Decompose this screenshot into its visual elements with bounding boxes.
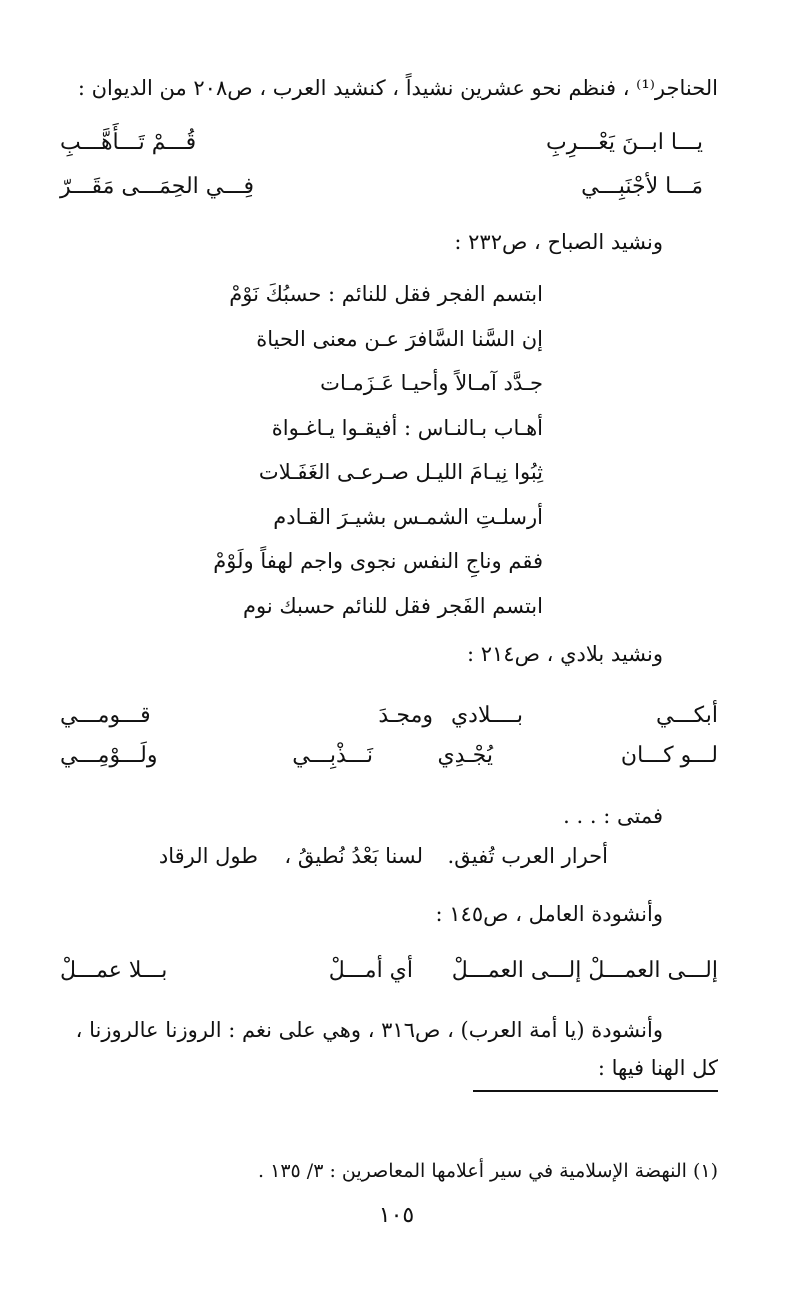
biladi-label: ونشيد بلادي ، ص٢١٤ :	[466, 642, 663, 666]
amil-label: وأنشودة العامل ، ص١٤٥ :	[435, 902, 663, 926]
amil-c: بـــلا عمـــلْ	[60, 958, 168, 983]
sabah-poem	[213, 272, 543, 628]
biladi-r1d: قـــومـــي	[60, 703, 151, 728]
biladi-r2c: نَـــذْبِـــي	[292, 743, 373, 768]
fa-mata: فمتى : . . .	[563, 804, 663, 828]
biladi-r1b: بــــلادي	[450, 703, 523, 728]
poem-line: فقم وناجِ النفس نجوى واجم لهفاً ولَوْمْ	[213, 549, 543, 573]
anthem-arab-row2-left: فِـــي الحِمَـــى مَقَـــرّ	[60, 174, 254, 199]
biladi-r2b: يُجْـدِي	[437, 743, 493, 768]
ahrar-b: لسنا بَعْدُ نُطيقُ ،	[284, 844, 423, 868]
sabah-label: ونشيد الصباح ، ص٢٣٢ :	[454, 230, 663, 254]
intro-line: الحناجر⁽¹⁾ ، فنظم نحو عشرين نشيداً ، كنشيد العرب ، ص٢٠٨ من الديوان :	[77, 76, 718, 100]
ahrar-c: طول الرقاد	[158, 844, 258, 868]
biladi-r2a: لـــو كـــان	[620, 743, 718, 768]
poem-line: إن السَّنا السَّافرَ عـن معنى الحياة	[256, 326, 543, 351]
footnote-divider	[473, 1090, 718, 1092]
amil-a: إلـــى العمـــلْ إلـــى العمـــلْ	[451, 958, 718, 983]
anthem-arab-row2-right: مَـــا لأجْنَبِـــي	[581, 174, 703, 199]
page-number: ١٠٥	[378, 1203, 415, 1228]
anthem-arab-row1-left: قُـــمْ تَـــأَهَّـــبِ	[60, 130, 197, 155]
anthem-arab-row1-right: يـــا ابــنَ يَعْـــرِبِ	[546, 130, 703, 155]
umma-line-1: وأنشودة (يا أمة العرب) ، ص٣١٦ ، وهي على نغم : الروزنا عالروزنا ،	[75, 1018, 663, 1042]
poem-line: ثِبُوا نِيـامَ الليـل صـرعـى الغَفَـلات	[258, 460, 543, 484]
biladi-r1a: أبكـــي	[655, 703, 718, 728]
poem-line: جـدَّد آمـالاً وأحيـا عَـزَمـات	[320, 371, 543, 395]
biladi-r1c: ومجـدَ	[378, 703, 433, 728]
amil-b: أي أمـــلْ	[328, 958, 413, 983]
poem-line: أهـاب بـالنـاس : أفيقـوا يـاغـواة	[271, 415, 543, 440]
biladi-r2d: ولَـــوْمِـــي	[60, 743, 158, 768]
poem-line: ابتسم الفَجر فقل للنائم حسبك نوم	[242, 593, 543, 618]
poem-line: أرسلـتِ الشمـس بشيـرَ القـادم	[273, 504, 543, 529]
footnote: (١) النهضة الإسلامية في سير أعلامها المعاصرين : ٣/ ١٣٥ .	[258, 1160, 718, 1182]
umma-line-2: كل الهنا فيها :	[597, 1056, 718, 1080]
ahrar-a: أحرار العرب تُفيق.	[447, 844, 608, 868]
poem-line: ابتسم الفجر فقل للنائم : حسبُكَ نَوْمْ	[229, 282, 543, 306]
